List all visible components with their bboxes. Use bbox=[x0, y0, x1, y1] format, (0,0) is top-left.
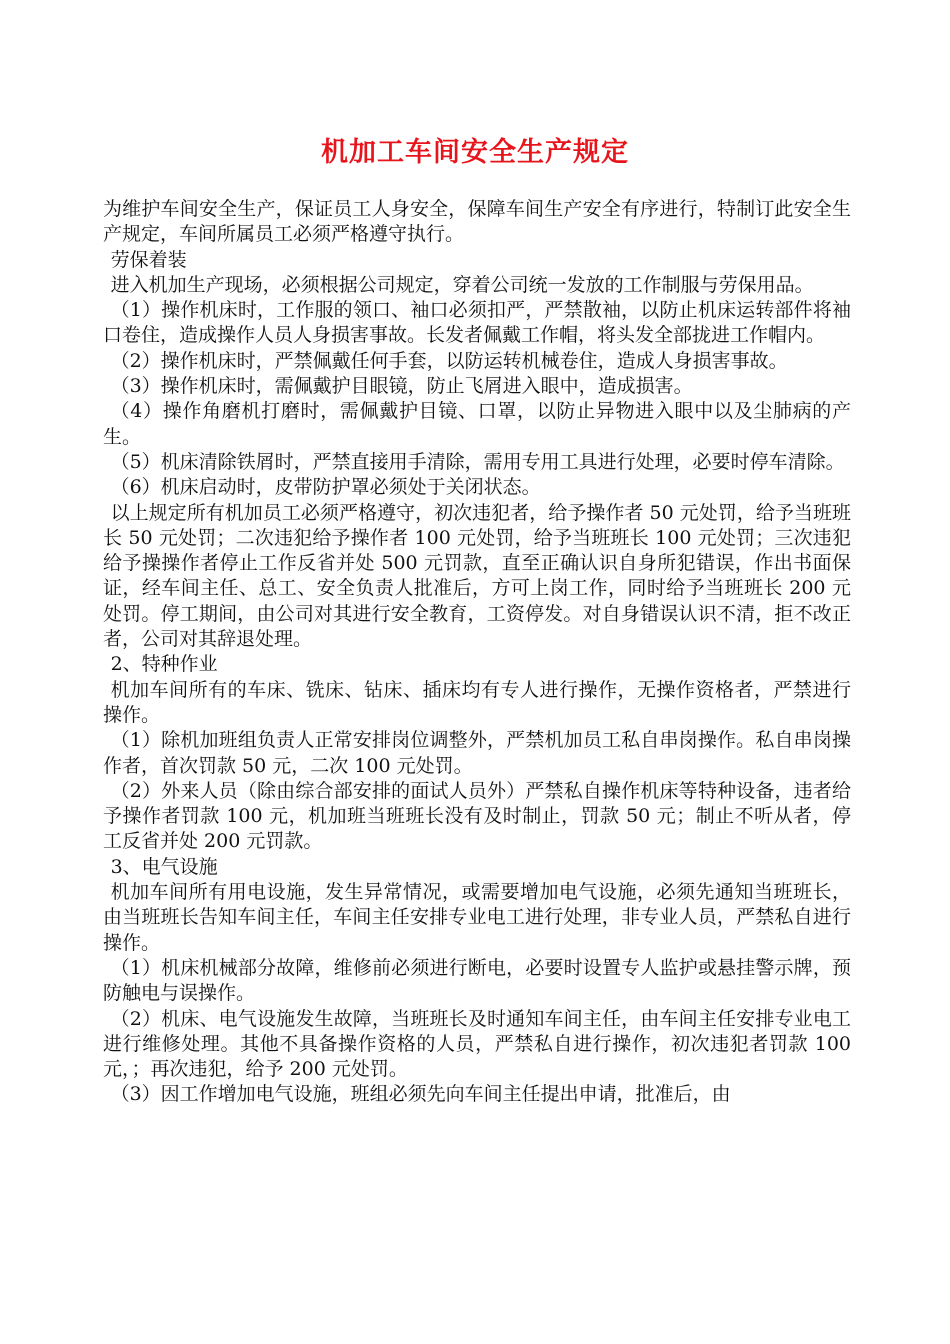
body-paragraph: 机加车间所有的车床、铣床、钻床、插床均有专人进行操作，无操作资格者，严禁进行操作。 bbox=[103, 678, 851, 726]
body-paragraph: 2、特种作业 bbox=[110, 653, 218, 676]
body-paragraph: （4）操作角磨机打磨时，需佩戴护目镜、口罩，以防止异物进入眼中以及尘肺病的产生。 bbox=[103, 400, 851, 448]
body-paragraph: （3）操作机床时，需佩戴护目眼镜，防止飞屑进入眼中，造成损害。 bbox=[110, 375, 693, 398]
body-paragraph: （1）机床机械部分故障，维修前必须进行断电，必要时设置专人监护或悬挂警示牌，预防触电与误操作。 bbox=[103, 956, 851, 1005]
document-body bbox=[103, 197, 851, 1108]
body-paragraph: 劳保着装 bbox=[110, 248, 187, 271]
body-paragraph: 为维护车间安全生产，保证员工人身安全，保障车间生产安全有序进行，特制订此安全生产规定，车间所属员工必须严格遵守执行。 bbox=[103, 198, 851, 246]
body-paragraph: （3）因工作增加电气设施，班组必须先向车间主任提出申请，批准后，由 bbox=[110, 1083, 731, 1106]
body-paragraph: 机加车间所有用电设施，发生异常情况，或需要增加电气设施，必须先通知当班班长，由当班班长告知车间主任，车间主任安排专业电工进行处理，非专业人员，严禁私自进行操作。 bbox=[103, 881, 851, 954]
body-paragraph: （6）机床启动时，皮带防护罩必须处于关闭状态。 bbox=[110, 476, 541, 499]
body-paragraph: 3、电气设施 bbox=[110, 855, 218, 878]
body-paragraph: （2）外来人员（除由综合部安排的面试人员外）严禁私自操作机床等特种设备，违者给予操作者罚款 100 元，机加班当班班长没有及时制止，罚款 50 元；制止不听从者，停工反省并处 200 元罚款。 bbox=[103, 779, 851, 853]
body-paragraph: （2）操作机床时，严禁佩戴任何手套，以防运转机械卷住，造成人身损害事故。 bbox=[110, 349, 788, 372]
body-paragraph: 以上规定所有机加员工必须严格遵守，初次违犯者，给予操作者 50 元处罚，给予当班班长 50 元处罚；二次违犯给予操作者 100 元处罚，给予当班班长 100 元处罚；三次违犯给予操操作者停止工作反省并处 500 元罚款，直至正确认识自身所犯错误，作出书面保证，经车间主任、总工、安全负责人批准后，方可上岗工作，同时给予当班班长 200 元处罚。停工期间，由公司对其进行安全教育，工资停发。对自身错误认识不清，拒不改正者，公司对其辞退处理。 bbox=[103, 501, 851, 651]
body-paragraph: （2）机床、电气设施发生故障，当班班长及时通知车间主任，由车间主任安排专业电工进行维修处理。其他不具备操作资格的人员，严禁私自进行操作，初次违犯者罚款 100 元，；再次违犯，给予 200 元处罚。 bbox=[103, 1007, 851, 1081]
body-paragraph: （1）操作机床时，工作服的领口、袖口必须扣严，严禁散袖，以防止机床运转部件将袖口卷住，造成操作人员人身损害事故。长发者佩戴工作帽，将头发全部拢进工作帽内。 bbox=[103, 299, 851, 347]
body-paragraph: 进入机加生产现场，必须根据公司规定，穿着公司统一发放的工作制服与劳保用品。 bbox=[110, 273, 814, 296]
body-paragraph: （1）除机加班组负责人正常安排岗位调整外，严禁机加员工私自串岗操作。私自串岗操作者，首次罚款 50 元，二次 100 元处罚。 bbox=[103, 729, 851, 777]
document-title: 机加工车间安全生产规定 bbox=[321, 137, 629, 168]
body-paragraph: （5）机床清除铁屑时，严禁直接用手清除，需用专用工具进行处理，必要时停车清除。 bbox=[110, 450, 845, 473]
